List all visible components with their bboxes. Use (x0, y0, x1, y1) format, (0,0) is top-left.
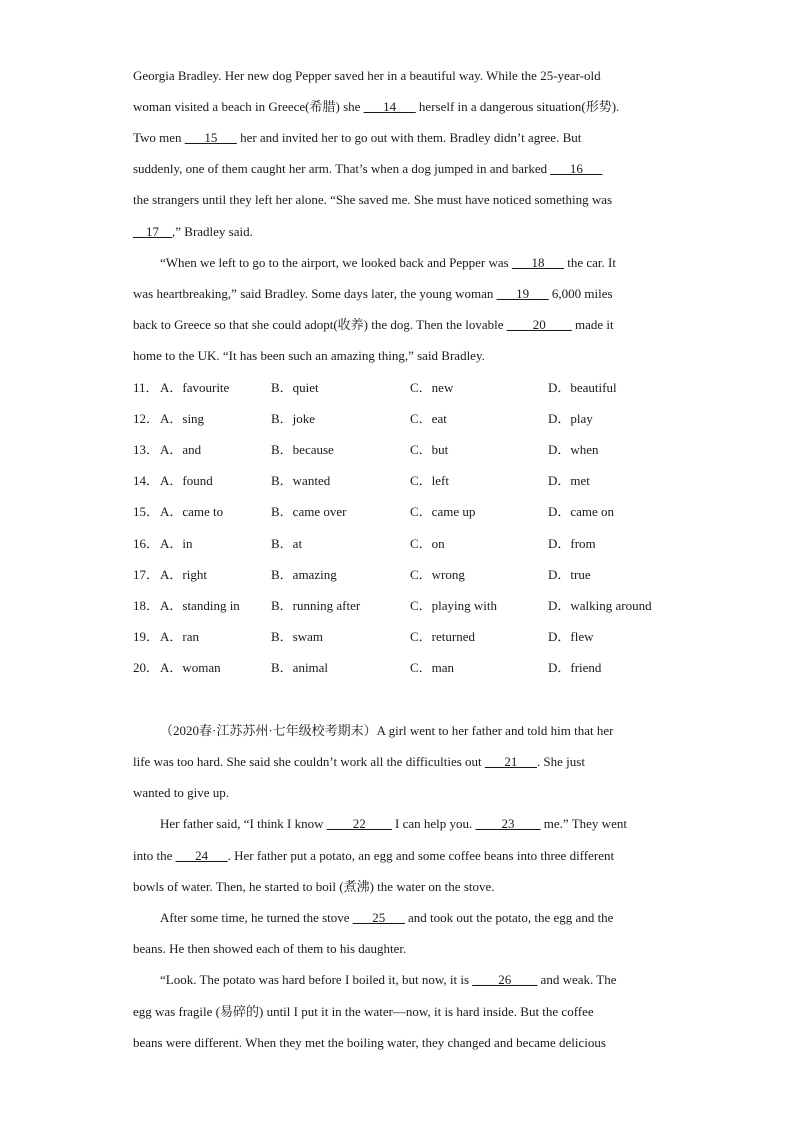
passage-text: herself in a dangerous situation(形势). (415, 99, 620, 114)
answer-blank: ___14___ (363, 99, 416, 114)
option-a: A．standing in (160, 597, 240, 613)
answer-blank: ___18___ (511, 255, 564, 270)
answer-blank: ____20____ (506, 317, 572, 332)
option-c: C．playing with (410, 597, 498, 613)
passage-line (133, 754, 585, 770)
option-b: B．swam (271, 628, 324, 644)
question-number: 14． (133, 473, 160, 489)
answer-blank: __17__ (133, 224, 172, 239)
passage-text: I can help you. (391, 816, 476, 831)
option-d: D．walking around (548, 597, 652, 613)
passage-text: made it (571, 317, 614, 332)
question-number: 20． (133, 659, 160, 675)
passage-text: was heartbreaking,” said Bradley. Some days later, the young woman (133, 286, 497, 301)
answer-blank: ___16___ (550, 161, 603, 176)
passage-line (133, 130, 581, 146)
question-number: 11． (133, 380, 159, 395)
passage-line (133, 879, 495, 895)
passage-line (133, 192, 612, 208)
option-b: B．came over (271, 504, 347, 520)
passage-text: woman visited a beach in Greece(希腊) she (133, 99, 364, 114)
answer-blank: ___25___ (352, 910, 405, 925)
question-number: 19． (133, 628, 160, 644)
passage-text: the strangers until they left her alone. “She saved me. She must have noticed something was (133, 192, 613, 207)
passage-text: the car. It (563, 255, 616, 270)
passage-line (133, 99, 619, 115)
passage-text: （2020春·江苏苏州·七年级校考期末）A girl went to her father and told him that her (160, 723, 614, 738)
passage-text: beans. He then showed each of them to his daughter. (133, 941, 407, 956)
option-c: C．wrong (410, 566, 465, 582)
answer-blank: ____23____ (475, 816, 541, 831)
option-a: A．favourite (160, 380, 230, 395)
passage-text: “Look. The potato was hard before I boiled it, but now, it is (160, 972, 473, 987)
answer-blank: ____22____ (326, 816, 392, 831)
option-d: D．play (548, 411, 593, 427)
option-c: C．but (410, 442, 449, 458)
passage-line (133, 317, 614, 333)
passage-text: Two men (133, 130, 185, 145)
option-b: B．wanted (271, 473, 331, 489)
option-b: B．joke (271, 411, 316, 427)
question-number: 16． (133, 535, 160, 551)
option-d: D．when (548, 442, 599, 458)
option-a: A．in (160, 535, 193, 551)
passage-line (133, 1035, 606, 1051)
passage-line (160, 723, 613, 739)
answer-blank: ___15___ (184, 130, 237, 145)
passage-line (160, 816, 627, 832)
option-b: B．quiet (271, 380, 319, 395)
passage-line (160, 910, 613, 926)
question-number: 13． (133, 442, 160, 458)
passage-line (133, 348, 485, 364)
passage-line (133, 1004, 594, 1020)
passage-text: . She just (536, 754, 585, 769)
option-c: C．came up (410, 504, 476, 520)
option-a: A．right (160, 566, 207, 582)
option-c: C．left (410, 473, 449, 489)
passage-text: home to the UK. “It has been such an amazing thing,” said Bradley. (133, 348, 485, 363)
option-b: B．at (271, 535, 303, 551)
option-a: A．ran (160, 628, 199, 644)
option-c: C．eat (410, 411, 447, 427)
passage-text: bowls of water. Then, he started to boil (煮沸) the water on the stove. (133, 879, 495, 894)
option-c: C．on (410, 535, 445, 551)
passage-text: her and invited her to go out with them. Bradley didn’t agree. But (236, 130, 582, 145)
passage-text: Her father said, “I think I know (160, 816, 327, 831)
passage-text: life was too hard. She said she couldn’t work all the difficulties out (133, 754, 485, 769)
option-a: A．came to (160, 504, 224, 520)
passage-line (133, 161, 602, 177)
option-b: B．running after (271, 597, 361, 613)
option-d: D．true (548, 566, 591, 582)
option-d: D．came on (548, 504, 615, 520)
option-a: A．found (160, 473, 213, 489)
option-d: D．met (548, 473, 590, 489)
answer-blank: ___24___ (175, 848, 228, 863)
option-c: C．new (410, 380, 454, 395)
passage-text: . Her father put a potato, an egg and some coffee beans into three different (227, 848, 615, 863)
option-d: D．from (548, 535, 596, 551)
passage-text: wanted to give up. (133, 785, 230, 800)
passage-line (160, 255, 616, 271)
option-b: B．amazing (271, 566, 337, 582)
passage-line (133, 224, 253, 240)
option-b: B．because (271, 442, 334, 458)
passage-line (133, 941, 406, 957)
option-c: C．returned (410, 628, 475, 644)
passage-text: egg was fragile (易碎的) until I put it in the water—now, it is hard inside. But the coffee (133, 1004, 594, 1019)
question-number: 18． (133, 597, 160, 613)
question-number: 17． (133, 566, 160, 582)
passage-text: suddenly, one of them caught her arm. That’s when a dog jumped in and barked (133, 161, 551, 176)
passage-line (133, 68, 601, 84)
passage-text: back to Greece so that she could adopt(收养) the dog. Then the lovable (133, 317, 507, 332)
option-a: A．sing (160, 411, 205, 427)
passage-text: After some time, he turned the stove (160, 910, 353, 925)
passage-text: and took out the potato, the egg and the (404, 910, 614, 925)
answer-blank: ____26____ (472, 972, 538, 987)
option-d: D．flew (548, 628, 594, 644)
option-a: A．woman (160, 659, 221, 675)
passage-text: “When we left to go to the airport, we looked back and Pepper was (160, 255, 512, 270)
passage-text: Georgia Bradley. Her new dog Pepper saved her in a beautiful way. While the 25-year-old (133, 68, 601, 83)
passage-text: me.” They went (540, 816, 627, 831)
question-number: 12． (133, 411, 160, 427)
passage-text: ,” Bradley said. (172, 224, 253, 239)
passage-line (133, 785, 229, 801)
passage-line (133, 286, 613, 302)
passage-text: 6,000 miles (548, 286, 613, 301)
passage-text: and weak. The (537, 972, 617, 987)
passage-line (133, 848, 614, 864)
passage-line (160, 972, 616, 988)
option-b: B．animal (271, 659, 329, 675)
passage-text: into the (133, 848, 176, 863)
option-d: D．beautiful (548, 380, 617, 395)
option-a: A．and (160, 442, 202, 458)
answer-blank: ___21___ (484, 754, 537, 769)
question-number: 15． (133, 504, 160, 520)
option-d: D．friend (548, 659, 602, 675)
answer-blank: ___19___ (496, 286, 549, 301)
passage-text: beans were different. When they met the boiling water, they changed and became delicious (133, 1035, 606, 1050)
option-c: C．man (410, 659, 455, 675)
